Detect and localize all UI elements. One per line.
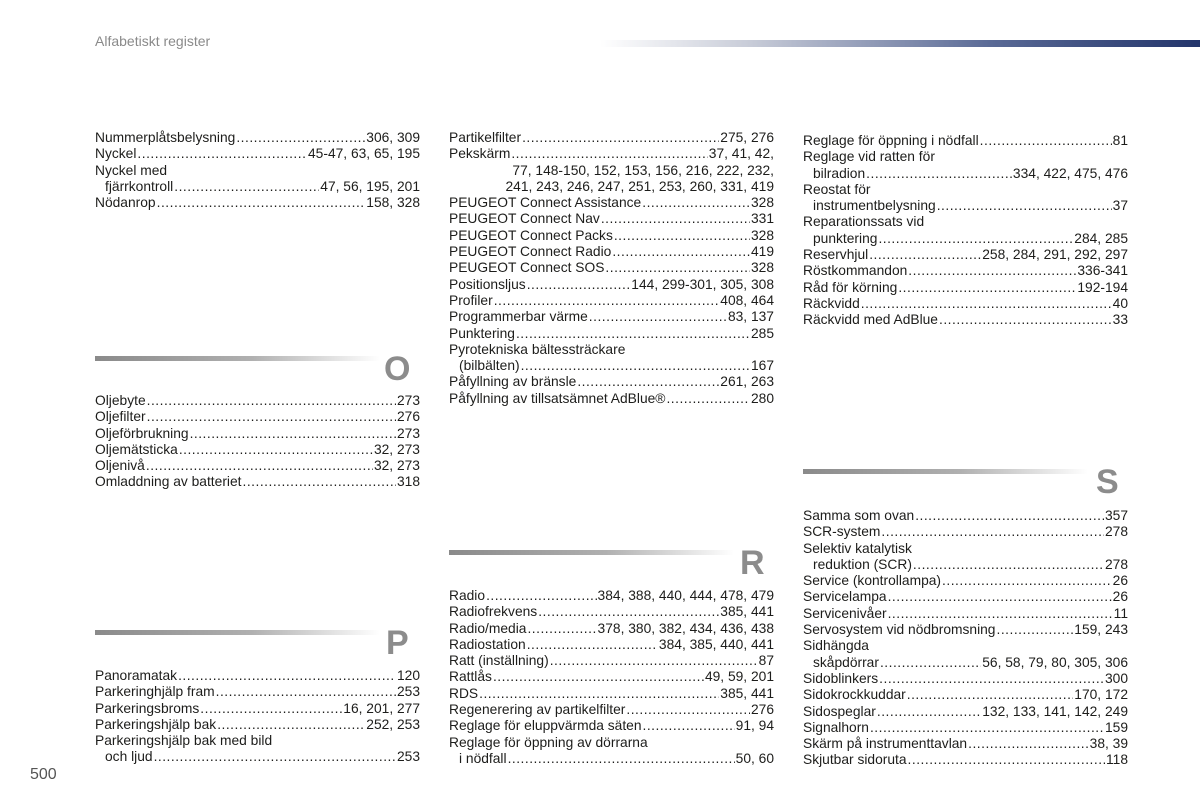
index-entry: Selektiv katalytisk	[803, 540, 912, 556]
index-entry: Servicelampa ..... 26	[803, 589, 1128, 605]
index-entry: Radio ..... 384, 388, 440, 444, 478, 479	[449, 588, 774, 604]
index-entry: PEUGEOT Connect Nav ..... 331	[449, 211, 774, 227]
index-entry: Service (kontrollampa) ..... 26	[803, 573, 1128, 589]
index-entry: RDS ..... 385, 441	[449, 686, 774, 702]
index-entry: Ratt (inställning) ..... 87	[449, 653, 774, 669]
index-entry: PEUGEOT Connect SOS ..... 328	[449, 260, 774, 276]
index-entry: Reglage för öppning i nödfall ..... 81	[803, 133, 1128, 149]
index-entry: reduktion (SCR) ..... 278	[803, 557, 1128, 573]
index-entry: Reglage för öppning av dörrarna	[449, 734, 648, 750]
index-entry: Råd för körning ..... 192-194	[803, 280, 1128, 296]
index-entry: Parkeringsbroms ..... 16, 201, 277	[95, 701, 420, 717]
index-entry: Nödanrop ..... 158, 328	[95, 195, 420, 211]
index-entry: Reglage vid ratten för	[803, 149, 935, 165]
index-entry: Påfyllning av bränsle ..... 261, 263	[449, 374, 774, 390]
index-entry: (bilbälten) ..... 167	[449, 358, 774, 374]
section-letter-r: R	[740, 544, 765, 582]
index-entry: Parkeringshjälp bak ..... 252, 253	[95, 717, 420, 733]
section-letter-o: O	[384, 350, 411, 388]
index-entry: Oljebyte ..... 273	[95, 393, 420, 409]
index-block-n	[95, 130, 420, 211]
index-entry: Oljemätsticka ..... 32, 273	[95, 442, 420, 458]
index-entry: SCR-system ..... 278	[803, 524, 1128, 540]
index-entry: Partikelfilter ..... 275, 276	[449, 130, 774, 146]
index-entry: Panoramatak ..... 120	[95, 668, 420, 684]
index-block-p1	[95, 668, 420, 766]
index-entry: Nyckel ..... 45-47, 63, 65, 195	[95, 146, 420, 162]
index-entry: Sidokrockkuddar ..... 170, 172	[803, 687, 1128, 703]
index-entry: Nummerplåtsbelysning ..... 306, 309	[95, 130, 420, 146]
index-entry: Punktering ..... 285	[449, 326, 774, 342]
index-entry: Påfyllning av tillsatsämnet AdBlue® ..... 280	[449, 391, 774, 407]
index-entry: Signalhorn ..... 159	[803, 720, 1128, 736]
index-entry: Skärm på instrumenttavlan ..... 38, 39	[803, 736, 1128, 752]
section-divider-p	[95, 630, 380, 635]
section-divider-o	[95, 356, 380, 361]
index-entry: Oljenivå ..... 32, 273	[95, 458, 420, 474]
index-entry: skåpdörrar ..... 56, 58, 79, 80, 305, 306	[803, 655, 1128, 671]
page-number: 500	[30, 766, 57, 783]
index-entry: PEUGEOT Connect Radio ..... 419	[449, 244, 774, 260]
index-entry: Röstkommandon ..... 336-341	[803, 263, 1128, 279]
index-entry: Oljeförbrukning ..... 273	[95, 426, 420, 442]
section-divider-s	[803, 469, 1088, 474]
index-entry: Servicenivåer ..... 11	[803, 606, 1128, 622]
index-entry: Radio/media ..... 378, 380, 382, 434, 436, 438	[449, 621, 774, 637]
index-entry: Reparationssats vid	[803, 214, 925, 230]
index-entry: Sidoblinkers ..... 300	[803, 671, 1128, 687]
index-entry: Pyrotekniska bältessträckare	[449, 341, 626, 357]
index-entry: Oljefilter ..... 276	[95, 409, 420, 425]
section-divider-r	[449, 550, 734, 555]
index-block-r1	[449, 588, 774, 767]
index-entry: Radiostation ..... 384, 385, 440, 441	[449, 637, 774, 653]
running-header: Alfabetiskt register	[95, 33, 211, 49]
index-entry: och ljud ..... 253	[95, 749, 420, 765]
index-entry: Rattlås ..... 49, 59, 201	[449, 669, 774, 685]
index-entry: Programmerbar värme ..... 83, 137	[449, 309, 774, 325]
index-entry: Räckvidd med AdBlue ..... 33	[803, 312, 1128, 328]
index-block-s	[803, 508, 1128, 769]
index-block-o	[95, 393, 420, 491]
index-entry: punktering ..... 284, 285	[803, 231, 1128, 247]
index-entry: Nyckel med	[95, 162, 168, 178]
header-rule	[600, 40, 1200, 47]
index-entry: Reglage för eluppvärmda säten ..... 91, 94	[449, 718, 774, 734]
index-block-p2	[449, 130, 774, 407]
index-entry: Profiler ..... 408, 464	[449, 293, 774, 309]
section-letter-s: S	[1096, 463, 1119, 501]
index-entry: i nödfall ..... 50, 60	[449, 751, 774, 767]
section-letter-p: P	[386, 624, 409, 662]
index-entry: Regenerering av partikelfilter ..... 276	[449, 702, 774, 718]
index-entry: Sidospeglar ..... 132, 133, 141, 142, 249	[803, 704, 1128, 720]
index-entry: instrumentbelysning ..... 37	[803, 198, 1128, 214]
index-entry: fjärrkontroll ..... 47, 56, 195, 201	[95, 179, 420, 195]
index-entry: bilradion ..... 334, 422, 475, 476	[803, 166, 1128, 182]
index-block-r2	[803, 133, 1128, 329]
index-entry: Parkeringshjälp bak med bild	[95, 733, 273, 749]
index-entry: Skjutbar sidoruta ..... 118	[803, 752, 1128, 768]
index-entry: Pekskärm ..... 37, 41, 42,	[449, 146, 774, 162]
index-entry: Sidhängda	[803, 638, 869, 654]
index-entry: 77, 148-150, 152, 153, 156, 216, 222, 232,	[512, 162, 774, 178]
index-entry: Servosystem vid nödbromsning ..... 159, 243	[803, 622, 1128, 638]
index-entry: Reservhjul ..... 258, 284, 291, 292, 297	[803, 247, 1128, 263]
index-entry: 241, 243, 246, 247, 251, 253, 260, 331, 419	[505, 178, 774, 194]
index-entry: Omladdning av batteriet ..... 318	[95, 474, 420, 490]
index-entry: Positionsljus ..... 144, 299-301, 305, 308	[449, 277, 774, 293]
index-entry: Räckvidd ..... 40	[803, 296, 1128, 312]
index-entry: Parkeringhjälp fram ..... 253	[95, 684, 420, 700]
index-entry: Samma som ovan ..... 357	[803, 508, 1128, 524]
index-entry: PEUGEOT Connect Packs ..... 328	[449, 228, 774, 244]
index-entry: PEUGEOT Connect Assistance ..... 328	[449, 195, 774, 211]
index-entry: Reostat för	[803, 181, 871, 197]
index-entry: Radiofrekvens ..... 385, 441	[449, 604, 774, 620]
